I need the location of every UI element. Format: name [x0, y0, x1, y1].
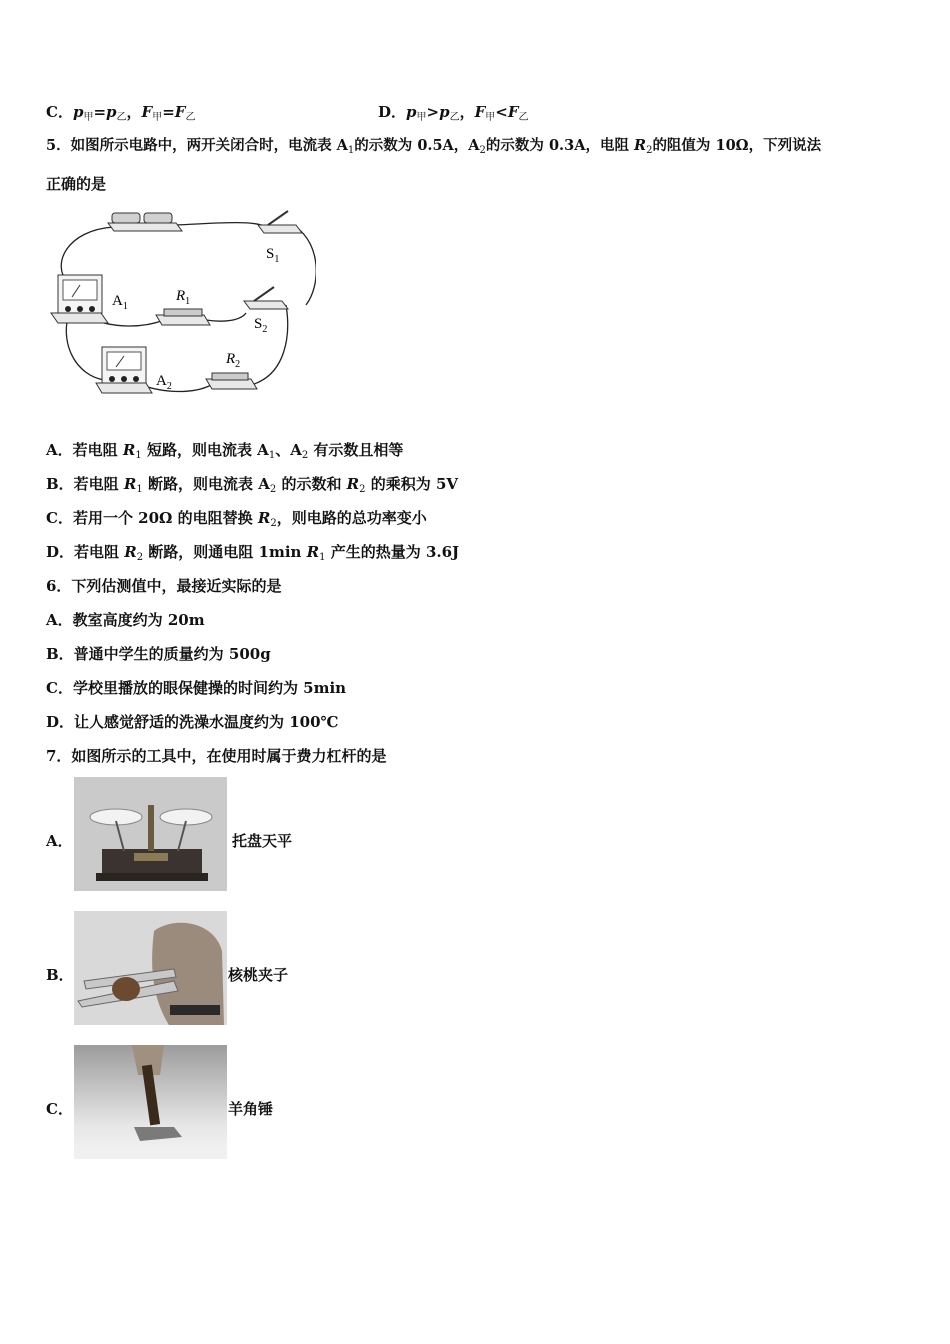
circuit-diagram [46, 205, 316, 400]
q6-option-a: A．教室高度约为 20m [46, 611, 205, 629]
r1-label: $R_1$ [176, 288, 191, 307]
q7-option-b-label: B． [46, 966, 74, 984]
switch-s2 [244, 287, 288, 335]
nutcracker-image [74, 911, 227, 1025]
q6-stem: 6．下列估测值中，最接近实际的是 [46, 577, 282, 595]
q7-option-a-caption: 托盘天平 [232, 832, 293, 850]
q5-option-a: A．若电阻 $R_1$ 短路，则电流表 $A_1$、$A_2$ 有示数且相等 [46, 441, 404, 461]
q5-option-b: B．若电阻 $R_1$ 断路，则电流表 $A_2$ 的示数和 $R_2$ 的乘积为 5V [46, 475, 459, 495]
q7-option-c-caption: 羊角锤 [228, 1100, 274, 1118]
q6-option-b: B．普通中学生的质量约为 500g [46, 645, 271, 663]
ammeter-a2 [96, 347, 172, 393]
r2-label: $R_2$ [226, 351, 241, 370]
a2-label: $A_2$ [156, 373, 172, 392]
q4-option-d: D．$p_甲>p_乙$，$F_甲<F_乙$ [378, 103, 529, 123]
q5-option-c: C．若用一个 20Ω 的电阻替换 $R_2$，则电路的总功率变小 [46, 509, 427, 529]
battery [108, 213, 182, 231]
resistor-r1 [156, 288, 210, 325]
s1-label: $S_1$ [266, 246, 280, 265]
q5-option-d: D．若电阻 $R_2$ 断路，则通电阻 1min $R_1$ 产生的热量为 3.6J [46, 543, 460, 563]
q7-option-a-label: A． [46, 832, 73, 850]
q5-stem: 5．如图所示电路中，两开关闭合时，电流表 $A_1$的示数为 0.5A，$A_2$的示数为 0.3A，电阻 $R_2$的阻值为 10Ω，下列说法 [46, 137, 822, 156]
q7-option-b-caption: 核桃夹子 [228, 966, 289, 984]
q6-option-c: C．学校里播放的眼保健操的时间约为 5min [46, 679, 347, 697]
a1-label: $A_1$ [112, 293, 128, 312]
q7-stem: 7．如图所示的工具中，在使用时属于费力杠杆的是 [46, 747, 387, 765]
claw-hammer-image [74, 1045, 227, 1159]
q5-stem-line2: 正确的是 [46, 175, 107, 193]
s2-label: $S_2$ [254, 316, 268, 335]
switch-s1 [258, 211, 302, 265]
balance-scale-image [74, 777, 227, 891]
ammeter-a1 [51, 275, 128, 323]
resistor-r2 [206, 351, 257, 389]
q7-option-c-label: C． [46, 1100, 73, 1118]
q4-option-c: C．$p_甲=p_乙$，$F_甲=F_乙$ [46, 103, 196, 123]
q6-option-d: D．让人感觉舒适的洗澡水温度约为 100℃ [46, 713, 339, 731]
